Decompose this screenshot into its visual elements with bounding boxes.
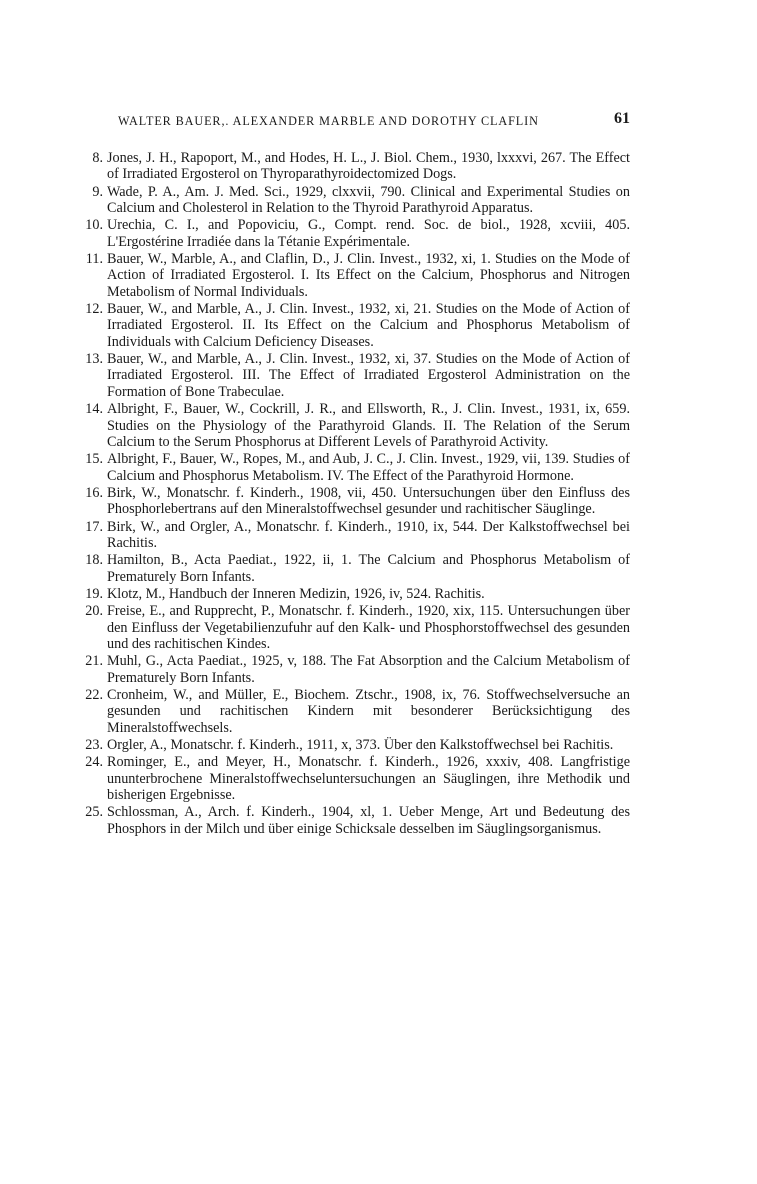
reference-text: Freise, E., and Rupprecht, P., Monatschr. f. Kinderh., 1920, xix, 115. Untersuchungen über den Einfluss der Vegetabilienzufuhr auf den Kalk- und Phosphorstoffwechsel des gesunden und des rachitischen Kindes. xyxy=(107,603,630,652)
reference-item xyxy=(80,519,630,552)
reference-text: Urechia, C. I., and Popoviciu, G., Compt. rend. Soc. de biol., 1928, xcviii, 405. L'Ergostérine Irradiée dans la Tétanie Expérimentale. xyxy=(107,217,630,250)
reference-item xyxy=(80,485,630,518)
reference-number: 24. xyxy=(85,754,103,771)
reference-text: Hamilton, B., Acta Paediat., 1922, ii, 1. The Calcium and Phosphorus Metabolism of Prematurely Born Infants. xyxy=(107,552,630,585)
reference-number: 18. xyxy=(85,552,103,569)
reference-number: 12. xyxy=(85,301,103,318)
reference-item xyxy=(80,251,630,300)
reference-item xyxy=(80,451,630,484)
reference-text: Bauer, W., and Marble, A., J. Clin. Invest., 1932, xi, 21. Studies on the Mode of Action of Irradiated Ergosterol. II. Its Effect on the Calcium and Phosphorus Metabolism of Individuals with Calcium Deficiency Diseases. xyxy=(107,301,630,350)
reference-text: Wade, P. A., Am. J. Med. Sci., 1929, clxxvii, 790. Clinical and Experimental Studies on Calcium and Cholesterol in Relation to the Thyroid Parathyroid Apparatus. xyxy=(107,183,630,217)
reference-number: 9. xyxy=(92,183,103,200)
running-head: WALTER BAUER,. ALEXANDER MARBLE AND DOROTHY CLAFLIN xyxy=(118,114,539,128)
reference-text: Bauer, W., and Marble, A., J. Clin. Invest., 1932, xi, 37. Studies on the Mode of Action of Irradiated Ergosterol. III. The Effect of Irradiated Ergosterol Administration on the Formation of Bone Trabeculae. xyxy=(107,351,630,400)
reference-text: Orgler, A., Monatschr. f. Kinderh., 1911, x, 373. Über den Kalkstoffwechsel bei Rachitis. xyxy=(107,737,614,754)
reference-item xyxy=(80,653,630,686)
reference-number: 14. xyxy=(85,401,103,418)
reference-number: 19. xyxy=(85,585,103,602)
reference-item xyxy=(80,586,630,602)
reference-item xyxy=(80,351,630,400)
page-header xyxy=(118,110,630,134)
reference-number: 21. xyxy=(85,653,103,670)
reference-number: 20. xyxy=(85,603,103,620)
reference-item xyxy=(80,603,630,652)
reference-number: 11. xyxy=(85,251,103,268)
reference-number: 8. xyxy=(92,150,103,166)
reference-text: Albright, F., Bauer, W., Cockrill, J. R., and Ellsworth, R., J. Clin. Invest., 1931, ix, 659. Studies on the Physiology of the Parathyroid Glands. II. The Relation of the Serum Calcium to the Serum Phosphorus at Different Levels of Parathyroid Activity. xyxy=(107,401,630,450)
reference-text: Bauer, W., Marble, A., and Claflin, D., J. Clin. Invest., 1932, xi, 1. Studies on the Mode of Action of Irradiated Ergosterol. I. Its Effect on the Calcium, Phosphorus and Nitrogen Metabolism of Normal Individuals. xyxy=(107,251,630,300)
reference-number: 10. xyxy=(85,217,103,234)
reference-text: Jones, J. H., Rapoport, M., and Hodes, H. L., J. Biol. Chem., 1930, lxxxvi, 267. The Effect of Irradiated Ergosterol on Thyroparathyroidectomized Dogs. xyxy=(107,150,630,183)
reference-number: 22. xyxy=(85,687,103,703)
reference-text: Cronheim, W., and Müller, E., Biochem. Ztschr., 1908, ix, 76. Stoffwechselversuche an gesunden und rachitischen Kindern mit besonderer Berücksichtigung des Mineralstoffwechsels. xyxy=(107,687,630,736)
reference-text: Schlossman, A., Arch. f. Kinderh., 1904, xl, 1. Ueber Menge, Art und Bedeutung des Phosphors in der Milch und über einige Schicksale desselben im Säuglingsorganismus. xyxy=(107,804,630,837)
reference-item xyxy=(80,804,630,837)
reference-item xyxy=(80,301,630,350)
reference-text: Birk, W., and Orgler, A., Monatschr. f. Kinderh., 1910, ix, 544. Der Kalkstoffwechsel bei Rachitis. xyxy=(107,518,630,551)
reference-item xyxy=(80,401,630,450)
reference-item xyxy=(80,737,630,753)
reference-list xyxy=(80,150,630,838)
reference-item xyxy=(80,687,630,736)
reference-number: 15. xyxy=(85,451,103,468)
reference-item xyxy=(80,217,630,250)
reference-number: 13. xyxy=(85,351,103,368)
reference-text: Muhl, G., Acta Paediat., 1925, v, 188. The Fat Absorption and the Calcium Metabolism of Prematurely Born Infants. xyxy=(107,653,630,686)
reference-item xyxy=(80,150,630,183)
reference-number: 25. xyxy=(85,804,103,821)
reference-text: Birk, W., Monatschr. f. Kinderh., 1908, vii, 450. Untersuchungen über den Einfluss des Phosphorlebertrans auf den Mineralstoffwechsel gesunder und rachitischer Säuglinge. xyxy=(107,484,630,518)
reference-number: 17. xyxy=(85,518,103,535)
reference-text: Rominger, E., and Meyer, H., Monatschr. f. Kinderh., 1926, xxxiv, 408. Langfristige ununterbrochene Mineralstoffwechseluntersuchungen an Säuglingen, ihre Methodik und bisherigen Ergebnisse. xyxy=(107,754,630,804)
page-number: 61 xyxy=(614,110,630,127)
reference-number: 16. xyxy=(85,484,103,501)
reference-item xyxy=(80,184,630,217)
reference-item xyxy=(80,754,630,803)
reference-item xyxy=(80,552,630,585)
reference-text: Klotz, M., Handbuch der Inneren Medizin, 1926, iv, 524. Rachitis. xyxy=(107,585,485,602)
reference-text: Albright, F., Bauer, W., Ropes, M., and Aub, J. C., J. Clin. Invest., 1929, vii, 139. Studies of Calcium and Phosphorus Metabolism. IV. The Effect of the Parathyroid Hormone. xyxy=(107,451,630,484)
reference-number: 23. xyxy=(85,737,103,754)
